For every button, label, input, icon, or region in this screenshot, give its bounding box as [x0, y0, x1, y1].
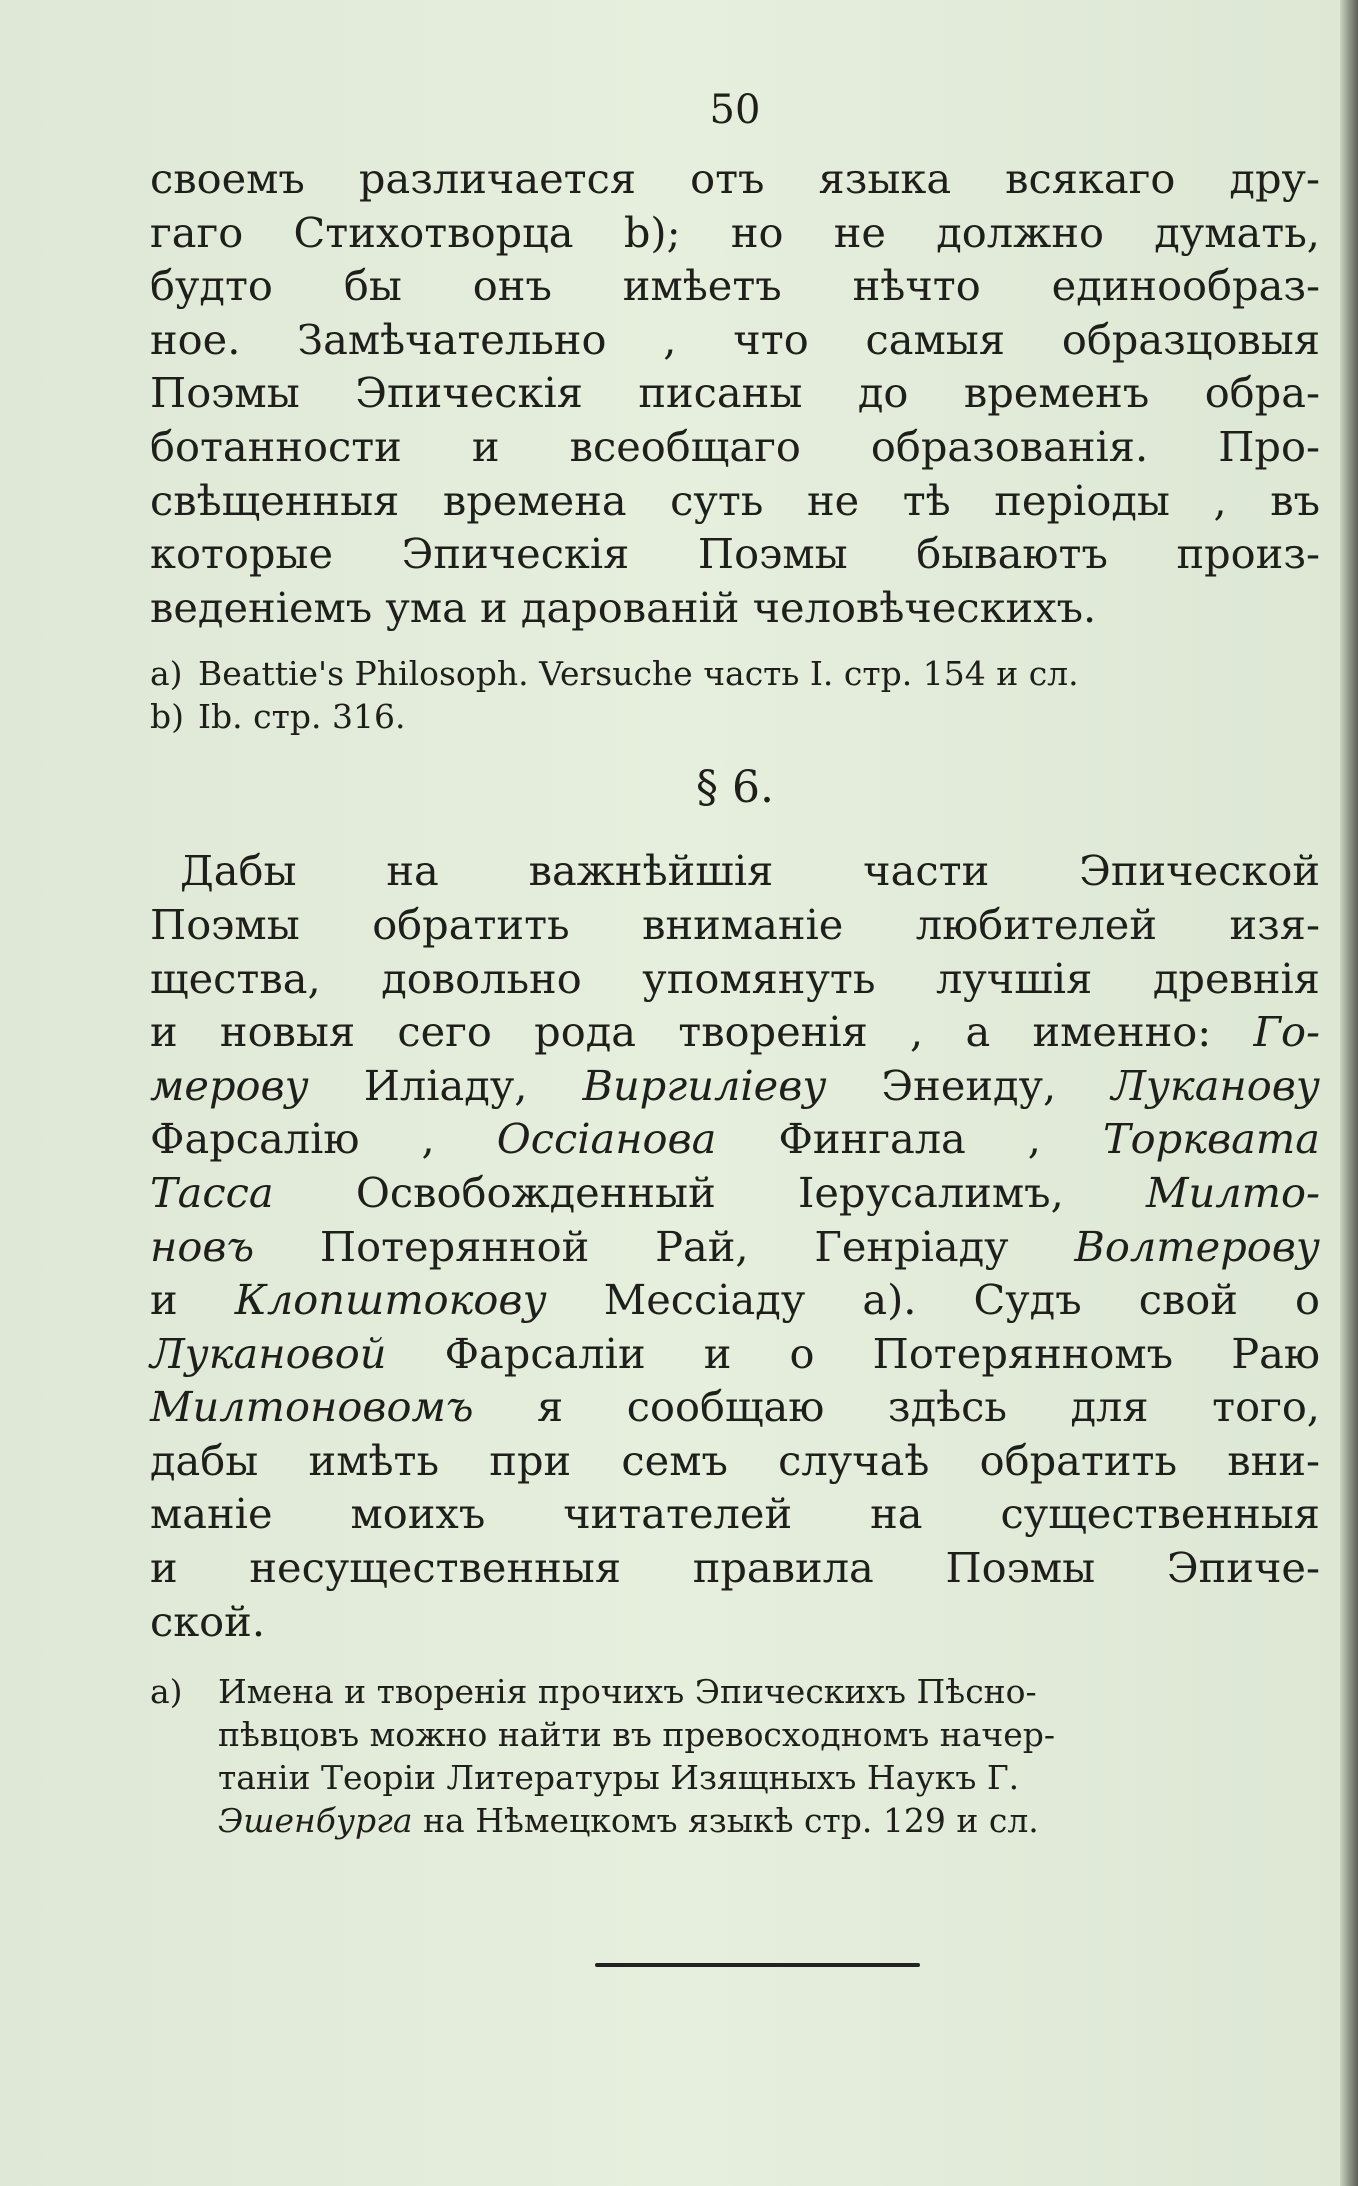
paragraph-2: [150, 844, 1320, 1648]
text-line: Фарсалію , Оссіанова Фингала , Торквата: [150, 1114, 1320, 1164]
text-line: гаго Стихотворца b); но не должно думать,: [150, 207, 1320, 257]
page-content: [150, 80, 1320, 1842]
text-line: Поэмы Эпическія писаны до временъ обра-: [150, 368, 1320, 418]
footnote-b: [150, 695, 1320, 738]
footnote-text: Ib. стр. 316.: [198, 697, 406, 737]
footnote-text: Эшенбурга на Нѣмецкомъ языкѣ стр. 129 и сл.: [218, 1801, 1039, 1841]
footnote-2: [150, 1670, 1320, 1842]
text-line: и Клопштокову Мессіаду а). Судъ свой о: [150, 1275, 1321, 1325]
text-line: Дабы на важнѣйшія части Эпической: [180, 846, 1320, 896]
footnotes-1: [150, 652, 1320, 738]
footnote-text: таніи Теоріи Литературы Изящныхъ Наукъ Г.: [218, 1758, 1020, 1798]
footnote-mark: b): [150, 697, 184, 737]
text-line: щества, довольно упомянуть лучшія древнія: [150, 953, 1320, 1003]
footnote-mark: a): [150, 1672, 183, 1712]
footnote-a: [150, 652, 1320, 695]
end-rule-divider: [595, 1963, 920, 1967]
footnote-text: Имена и творенія прочихъ Эпическихъ Пѣсно-: [218, 1672, 1037, 1712]
text-line: дабы имѣть при семъ случаѣ обратить вни-: [150, 1435, 1320, 1485]
text-line: мерову Иліаду, Виргиліеву Энеиду, Луканову: [150, 1060, 1320, 1110]
text-line: Милтоновомъ я сообщаю здѣсь для того,: [150, 1382, 1320, 1432]
text-line: свѣщенныя времена суть не тѣ періоды , въ: [150, 475, 1320, 525]
footnote-text: пѣвцовъ можно найти въ превосходномъ начер-: [218, 1715, 1056, 1755]
text-line: ской.: [150, 1596, 266, 1646]
page-number: 50: [709, 87, 761, 133]
text-line: своемъ различается отъ языка всякаго дру-: [150, 154, 1320, 203]
text-line: Поэмы обратить вниманіе любителей изя-: [150, 899, 1320, 949]
text-line: ное. Замѣчательно , что самыя образцовыя: [150, 314, 1320, 364]
paragraph-1: [150, 152, 1320, 634]
page-edge-shadow: [1340, 0, 1358, 2186]
text-line: маніе моихъ читателей на существенныя: [150, 1489, 1320, 1539]
text-line: и несущественныя правила Поэмы Эпиче-: [150, 1543, 1320, 1593]
section-heading: § 6.: [696, 762, 774, 814]
text-line: которые Эпическія Поэмы бываютъ произ-: [150, 529, 1320, 579]
text-line: Лукановой Фарсаліи и о Потерянномъ Раю: [150, 1328, 1320, 1378]
footnote-text: Beattie's Philosoph. Versuche часть I. стр. 154 и сл.: [198, 654, 1079, 694]
text-line: ботанности и всеобщаго образованія. Про-: [150, 421, 1320, 471]
footnote-mark: a): [150, 654, 183, 694]
text-line: веденіемъ ума и дарованій человѣческихъ.: [150, 582, 1097, 632]
text-line: будто бы онъ имѣетъ нѣчто единообраз-: [150, 261, 1320, 311]
text-line: и новыя сего рода творенія , а именно: Го-: [150, 1007, 1320, 1057]
text-line: Тасса Освобожденный Іерусалимъ, Милто-: [150, 1167, 1320, 1217]
text-line: новъ Потерянной Рай, Генріаду Волтерову: [150, 1221, 1320, 1271]
